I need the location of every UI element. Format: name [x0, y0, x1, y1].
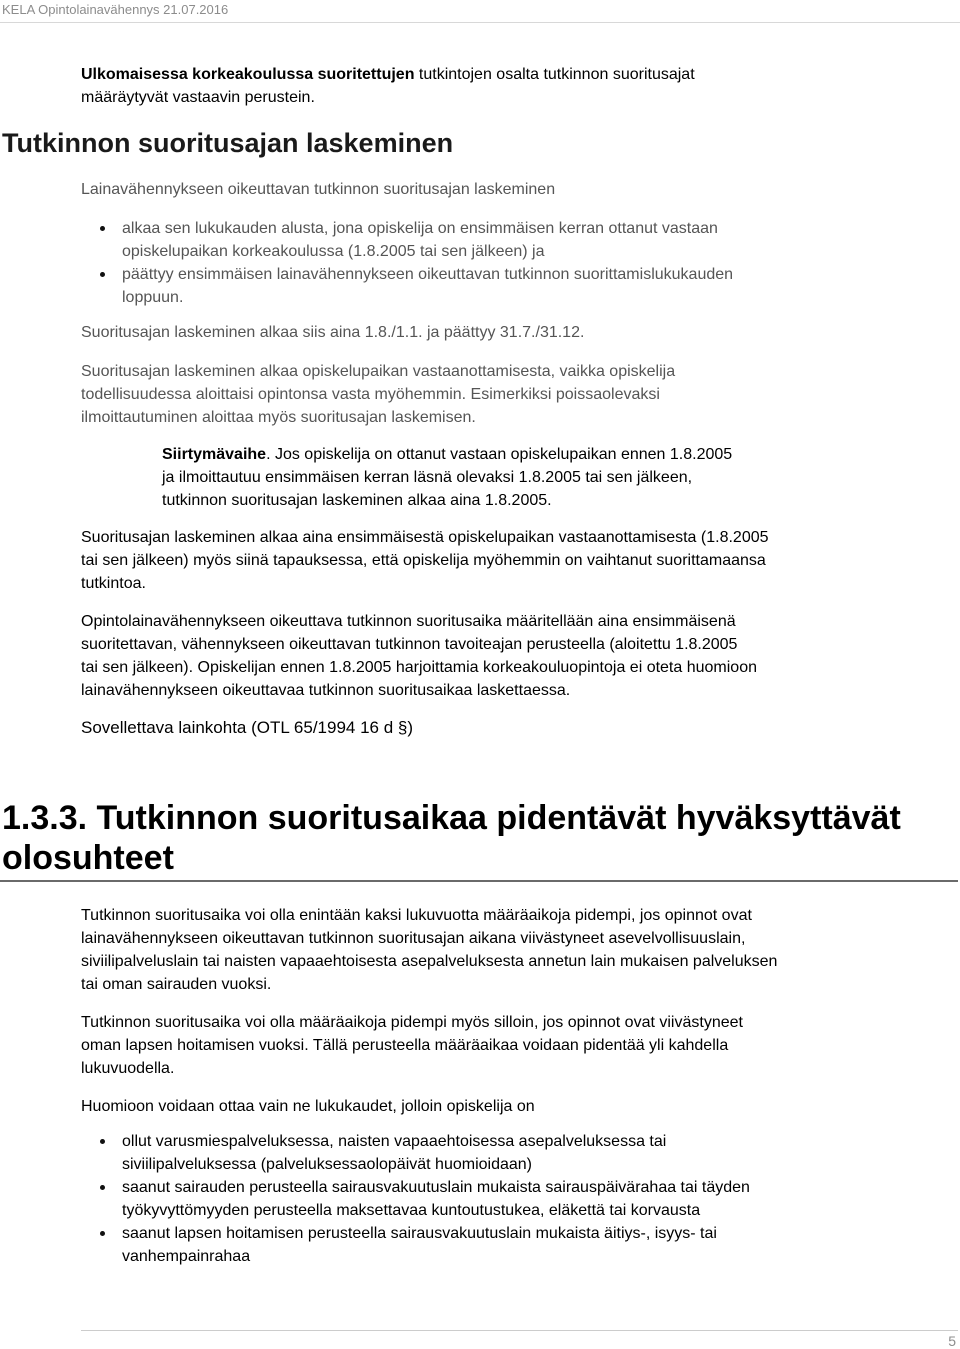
- paragraph-line: tai sen jälkeen). Opiskelijan ennen 1.8.2005 harjoittamia korkeakouluopintoja ei oteta huomioon: [81, 659, 757, 676]
- list-item-line: saanut lapsen hoitamisen perusteella sairausvakuutuslain mukaista äitiys-, isyys- tai: [122, 1225, 717, 1242]
- transition-rest: . Jos opiskelija on ottanut vastaan opiskelupaikan ennen 1.8.2005: [266, 446, 733, 463]
- paragraph-line: tai oman sairauden vuoksi.: [81, 976, 272, 993]
- bullet-icon: [100, 272, 105, 277]
- page-number: 5: [948, 1333, 956, 1349]
- paragraph-line: lainavähennykseen oikeuttavaa tutkinnon suoritusaikaa laskettaessa.: [81, 682, 571, 699]
- paragraph-line: todellisuudessa aloittaisi opintonsa vasta myöhemmin. Esimerkiksi poissaolevaksi: [81, 386, 660, 403]
- list-item-line: opiskelupaikan korkeakoulussa (1.8.2005 tai sen jälkeen) ja: [122, 243, 545, 260]
- chapter-heading-line-1: 1.3.3. Tutkinnon suoritusaikaa pidentävät hyväksyttävät: [2, 799, 901, 837]
- paragraph-line: tutkinnon suoritusajan laskeminen alkaa aina 1.8.2005.: [162, 492, 552, 509]
- paragraph-line: ilmoittautuminen aloittaa myös suoritusajan laskemisen.: [81, 409, 476, 426]
- paragraph-line: tutkintoa.: [81, 575, 146, 592]
- list-item-line: työkyvyttömyyden perusteella maksettavaa kuntoutustukea, eläkettä tai korvausta: [122, 1202, 701, 1219]
- paragraph-line: ja ilmoittautuu ensimmäisen kerran läsnä olevaksi 1.8.2005 tai sen jälkeen,: [162, 469, 693, 486]
- bullet-icon: [100, 1231, 105, 1236]
- heading-divider: [0, 880, 958, 882]
- paragraph-line: Tutkinnon suoritusaika voi olla enintään kaksi lukuvuotta määräaikoja pidempi, jos opinnot ovat: [81, 907, 752, 924]
- transition-bold: Siirtymävaihe: [162, 446, 267, 463]
- footer-divider: [81, 1330, 958, 1331]
- list-item-line: siviilipalveluksessa (palveluksessaolopäivät huomioidaan): [122, 1156, 532, 1173]
- section-lead: Huomioon voidaan ottaa vain ne lukukaudet, jolloin opiskelija on: [81, 1098, 535, 1115]
- intro-paragraph: [81, 63, 953, 86]
- paragraph-line: suoritettavan, vähennykseen oikeuttavan tutkinnon tavoiteajan perusteella (aloitettu 1.8.2005: [81, 636, 738, 653]
- paragraph-line: tai sen jälkeen) myös siinä tapauksessa, että opiskelija myöhemmin on vaihtanut suorittamaansa: [81, 552, 766, 569]
- list-item-line: vanhempainrahaa: [122, 1248, 251, 1265]
- law-reference: Sovellettava lainkohta (OTL 65/1994 16 d §): [81, 718, 414, 737]
- list-item-line: saanut sairauden perusteella sairausvakuutuslain mukaista sairauspäivärahaa tai täyden: [122, 1179, 750, 1196]
- transition-paragraph: [162, 443, 952, 466]
- start-note: Suoritusajan laskeminen alkaa siis aina 1.8./1.1. ja päättyy 31.7./31.12.: [81, 324, 585, 341]
- paragraph-line: Opintolainavähennykseen oikeuttava tutkinnon suoritusaika määritellään aina ensimmäisenä: [81, 613, 736, 630]
- chapter-heading-line-2: olosuhteet: [2, 839, 174, 877]
- list-item-line: ollut varusmiespalveluksessa, naisten vapaaehtoisessa asepalveluksessa tai: [122, 1133, 667, 1150]
- list-item-line: päättyy ensimmäisen lainavähennykseen oikeuttavan tutkinnon suorittamislukukauden: [122, 266, 734, 283]
- list-item-line: loppuun.: [122, 289, 184, 306]
- paragraph-line: lukuvuodella.: [81, 1060, 175, 1077]
- paragraph-line: Tutkinnon suoritusaika voi olla määräaikoja pidempi myös silloin, jos opinnot ovat viivästyneet: [81, 1014, 743, 1031]
- section-lead: Lainavähennykseen oikeuttavan tutkinnon suoritusajan laskeminen: [81, 181, 556, 198]
- list-item-line: alkaa sen lukukauden alusta, jona opiskelija on ensimmäisen kerran ottanut vastaan: [122, 220, 718, 237]
- section-heading: Tutkinnon suoritusajan laskeminen: [2, 128, 454, 158]
- bullet-icon: [100, 226, 105, 231]
- intro-line-2: määräytyvät vastaavin perustein.: [81, 89, 315, 106]
- bullet-icon: [100, 1185, 105, 1190]
- chapter-heading: [2, 798, 952, 878]
- paragraph-line: lainavähennykseen oikeuttavan tutkinnon suoritusajan aikana viivästyneet asevelvollisuuslain,: [81, 930, 746, 947]
- bullet-icon: [100, 1139, 105, 1144]
- intro-rest: tutkintojen osalta tutkinnon suoritusajat: [414, 66, 695, 83]
- paragraph-line: Suoritusajan laskeminen alkaa aina ensimmäisestä opiskelupaikan vastaanottamisesta (1.8.2005: [81, 529, 769, 546]
- paragraph-line: siviilipalveluslain tai naisten vapaaehtoisesta asepalveluksesta annetun lain mukaisen palveluksen: [81, 953, 778, 970]
- intro-bold: Ulkomaisessa korkeakoulussa suoritettujen: [81, 66, 415, 83]
- document-header: KELA Opintolainavähennys 21.07.2016: [0, 0, 960, 23]
- paragraph-line: oman lapsen hoitamisen vuoksi. Tällä perusteella määräaikaa voidaan pidentää yli kahdella: [81, 1037, 729, 1054]
- paragraph-line: Suoritusajan laskeminen alkaa opiskelupaikan vastaanottamisesta, vaikka opiskelija: [81, 363, 676, 380]
